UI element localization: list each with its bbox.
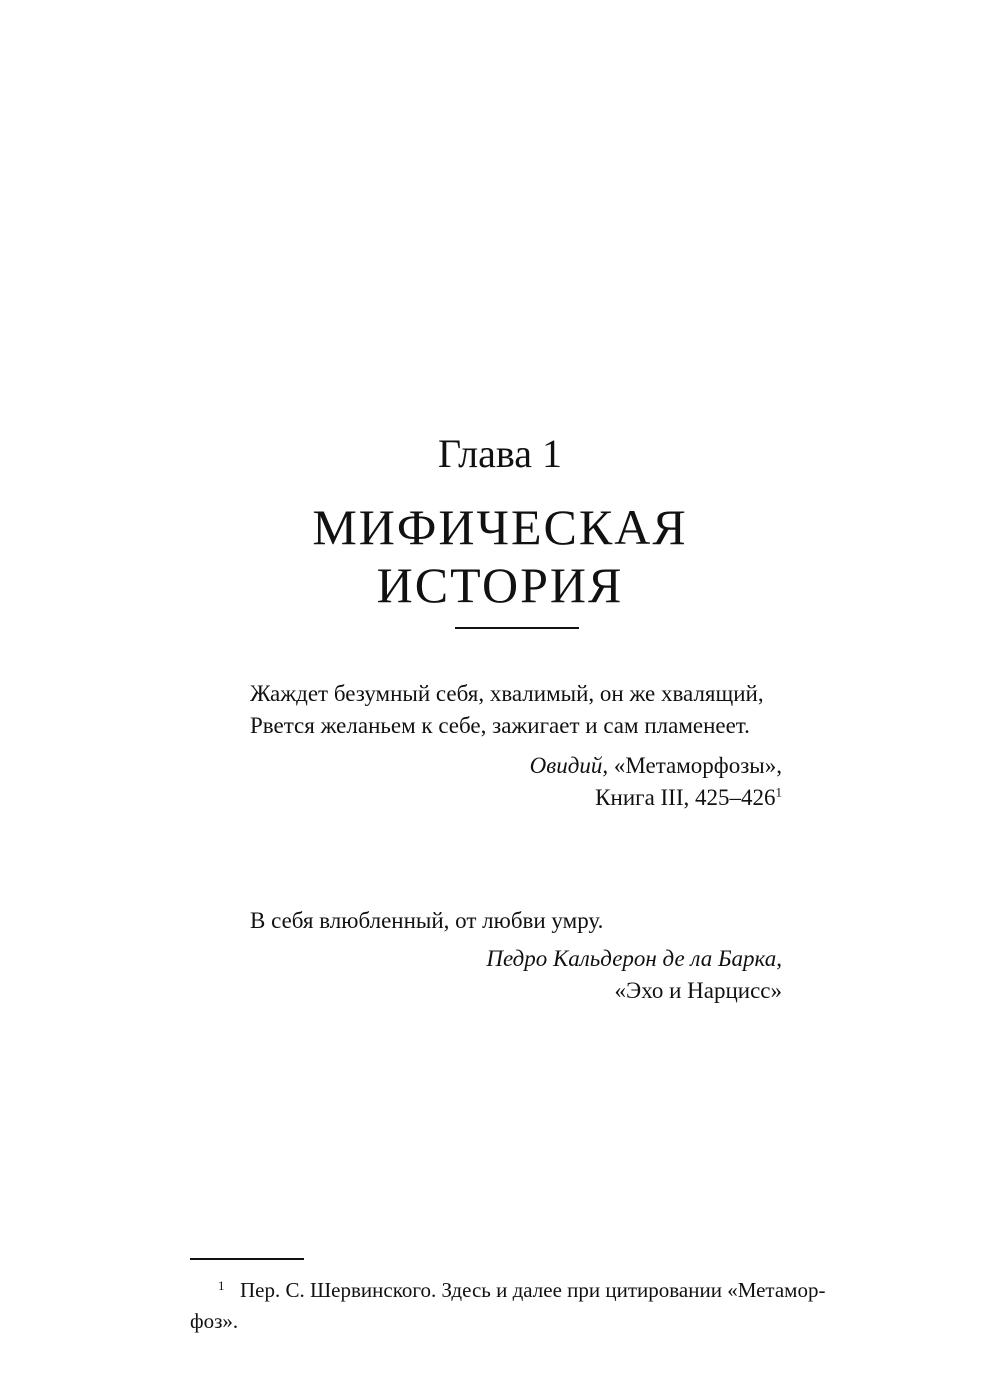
epigraph-ovid [250,678,782,814]
epigraph-verse-line: Рвется желаньем к себе, зажигает и сам пламенеет. [250,713,750,738]
chapter-label: Глава 1 [438,431,562,476]
epigraph-attribution [250,750,782,814]
attribution-author: Овидий, [529,753,609,778]
attribution-work: «Эхо и Нарцисс» [614,978,782,1003]
footnote-reference[interactable]: 1 [775,784,782,800]
footnote-line-2: фоз». [190,1309,239,1333]
attribution-author-line [250,750,782,782]
epigraph-attribution [250,943,782,1007]
footnote-text: Пер. С. Шервинского. Здесь и далее при цитировании «Метамор- [240,1278,826,1302]
epigraph-verse-line: Жаждет безумный себя, хвалимый, он же хвалящий, [250,681,764,706]
attribution-source: Книга III, 425–426 [595,785,776,810]
attribution-author: Педро Кальдерон де ла Барка, [486,946,782,971]
footnote-divider [190,1258,304,1260]
epigraph-verse-line: В себя влюбленный, от любви умру. [250,908,604,933]
chapter-title [0,498,1000,614]
footnote-line-1 [190,1270,870,1306]
attribution-source-line [250,782,782,814]
chapter-title-line-1: МИФИЧЕСКАЯ [312,499,688,555]
chapter-title-line-2: ИСТОРИЯ [376,557,624,613]
footnote [190,1270,870,1337]
attribution-work: «Метаморфозы», [608,753,782,778]
title-divider [455,627,579,629]
footnote-marker: 1 [218,1278,225,1293]
epigraph-calderon [250,905,782,1007]
